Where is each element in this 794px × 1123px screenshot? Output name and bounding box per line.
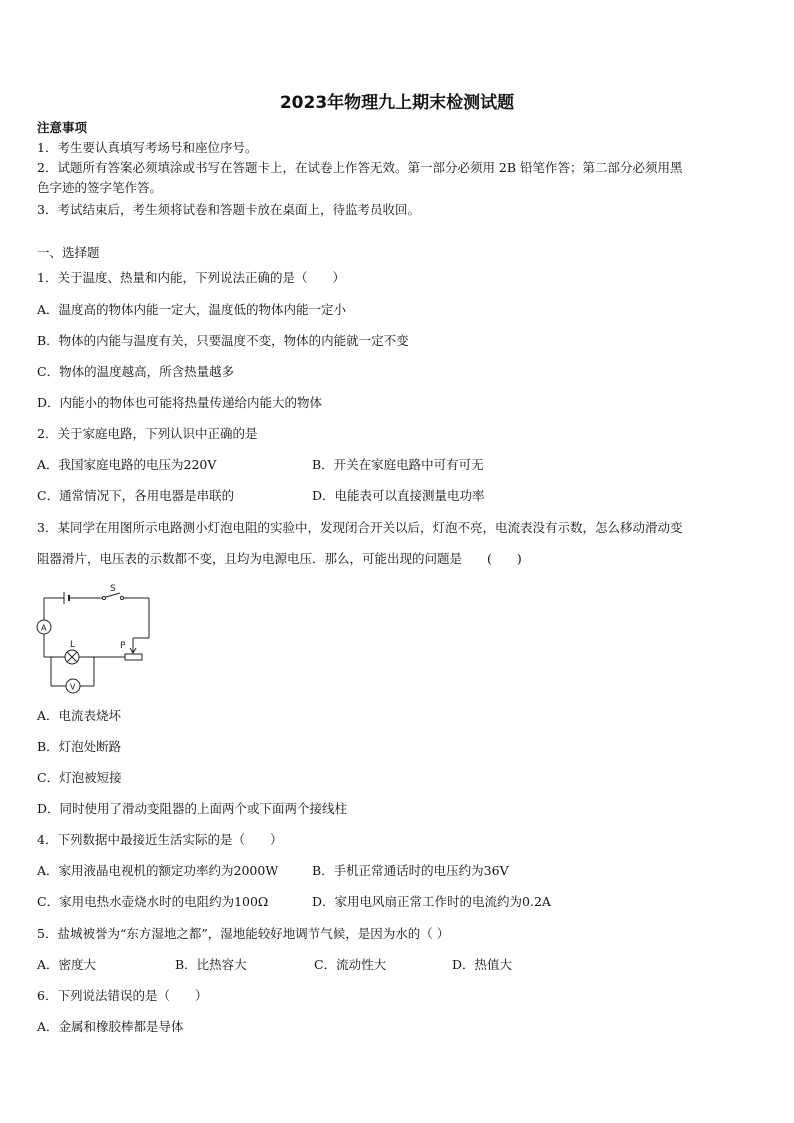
circuit-diagram bbox=[36, 582, 160, 694]
question-option: D．热值大 bbox=[452, 957, 513, 972]
switch-label: S bbox=[110, 584, 116, 594]
question-option: C．通常情况下，各用电器是串联的 bbox=[37, 488, 235, 503]
switch-contact-right bbox=[120, 596, 123, 599]
question-stem: 2．关于家庭电路，下列认识中正确的是 bbox=[37, 426, 258, 441]
question-stem: 1．关于温度、热量和内能，下列说法正确的是（ ） bbox=[37, 270, 345, 285]
question-option: B．比热容大 bbox=[175, 957, 247, 972]
question-option: D．电能表可以直接测量电功率 bbox=[312, 488, 485, 503]
question-stem: 阻器滑片，电压表的示数都不变，且均为电源电压．那么，可能出现的问题是 ( ) bbox=[37, 551, 522, 566]
question-option: A．金属和橡胶棒都是导体 bbox=[37, 1019, 184, 1034]
question-option: C．灯泡被短接 bbox=[37, 770, 122, 785]
question-option: D．同时使用了滑动变阻器的上面两个或下面两个接线柱 bbox=[37, 801, 348, 816]
question-option: B．开关在家庭电路中可有可无 bbox=[312, 457, 484, 472]
rheostat bbox=[125, 654, 142, 660]
question-stem: 4．下列数据中最接近生活实际的是（ ） bbox=[37, 832, 283, 847]
question-stem: 6．下列说法错误的是（ ） bbox=[37, 988, 208, 1003]
notice-item: 色字迹的签字笔作答。 bbox=[37, 180, 163, 195]
notice-item: 2．试题所有答案必须填涂或书写在答题卡上，在试卷上作答无效。第一部分必须用 2B 铅笔作答；第二部分必须用黑 bbox=[37, 160, 683, 175]
page-title: 2023年物理九上期末检测试题 bbox=[279, 93, 515, 113]
question-option: C．流动性大 bbox=[314, 957, 387, 972]
question-option: B．手机正常通话时的电压约为36V bbox=[312, 863, 509, 878]
question-option: D．家用电风扇正常工作时的电流约为0.2A bbox=[312, 894, 551, 909]
switch-contact-left bbox=[102, 596, 105, 599]
question-option: C．家用电热水壶烧水时的电阻约为100Ω bbox=[37, 894, 269, 909]
question-option: D．内能小的物体也可能将热量传递给内能大的物体 bbox=[37, 395, 323, 410]
question-option: A．温度高的物体内能一定大，温度低的物体内能一定小 bbox=[37, 302, 347, 317]
notice-item: 3．考试结束后，考生须将试卷和答题卡放在桌面上，待监考员收回。 bbox=[37, 202, 420, 217]
question-option: A．家用液晶电视机的额定功率约为2000W bbox=[37, 863, 279, 878]
question-option: A．电流表烧坏 bbox=[37, 708, 122, 723]
question-option: C．物体的温度越高，所含热量越多 bbox=[37, 364, 235, 379]
question-stem: 5．盐城被誉为“东方湿地之都”，湿地能较好地调节气候，是因为水的（ ） bbox=[37, 926, 450, 941]
voltmeter-label: V bbox=[70, 682, 76, 692]
question-stem: 3．某同学在用图所示电路测小灯泡电阻的实验中，发现闭合开关以后，灯泡不亮，电流表没有示数，怎么移动滑动变 bbox=[37, 520, 683, 535]
section-heading: 一、选择题 bbox=[37, 245, 100, 260]
lamp-label: L bbox=[70, 640, 76, 650]
slider-label: P bbox=[120, 641, 126, 651]
question-option: B．物体的内能与温度有关，只要温度不变，物体的内能就一定不变 bbox=[37, 333, 409, 348]
question-option: A．密度大 bbox=[37, 957, 97, 972]
question-option: B．灯泡处断路 bbox=[37, 739, 122, 754]
ammeter-label: A bbox=[41, 623, 47, 633]
notice-heading: 注意事项 bbox=[37, 120, 88, 135]
question-option: A．我国家庭电路的电压为220V bbox=[37, 457, 217, 472]
notice-item: 1．考生要认真填写考场号和座位序号。 bbox=[37, 140, 258, 155]
